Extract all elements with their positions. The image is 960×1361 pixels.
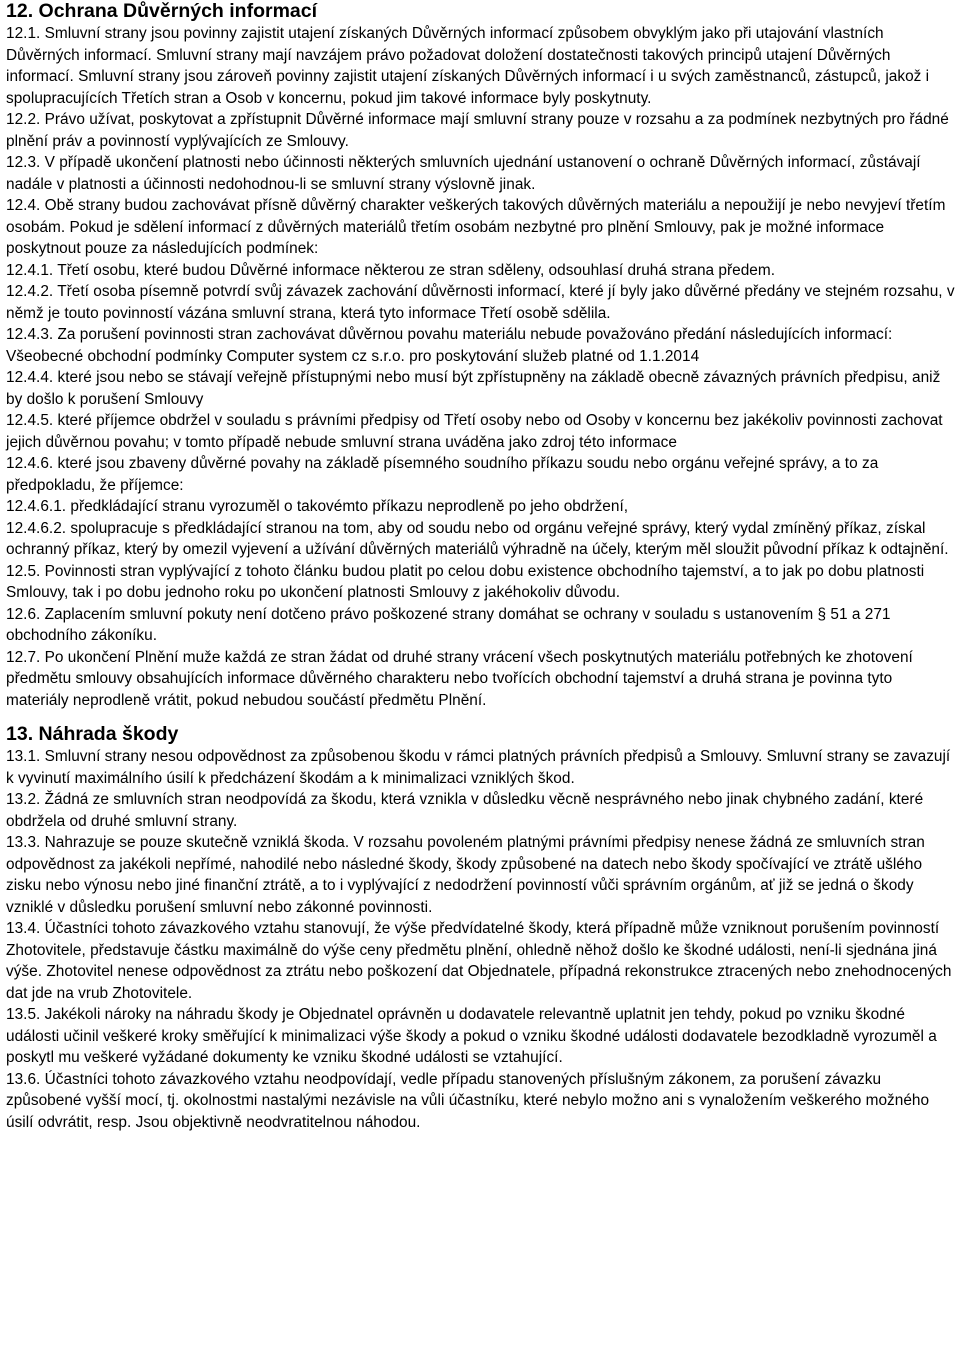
paragraph-12-4: 12.4. Obě strany budou zachovávat přísně důvěrný charakter veškerých takových důvěrných materiálu a nepoužijí je nebo nevyjeví třetím osobám. Pokud je sdělení informací z důvěrných materiálů třetím osobám nezbytné pro plnění Smlouvy, pak je možné informace poskytnout pouze za následujících podmínek: bbox=[6, 197, 946, 257]
paragraph-12-4-5: 12.4.5. které příjemce obdržel v souladu s právními předpisy od Třetí osoby nebo od Osoby v koncernu bez jakékoliv povinnosti zachovat jejich důvěrnou povahu; v tomto případě nebude smluvní strana uváděna jako zdroj této informace bbox=[6, 412, 943, 451]
section-12-heading: 12. Ochrana Důvěrných informací bbox=[6, 0, 318, 22]
paragraph-12-4-1: 12.4.1. Třetí osobu, které budou Důvěrné informace některou ze stran sděleny, odsouhlasí druhá strana předem. bbox=[6, 261, 776, 279]
paragraph-12-7: 12.7. Po ukončení Plnění muže každá ze stran žádat od druhé strany vrácení všech poskytnutých materiálu potřebných ke zhotovení předmětu smlouvy obsahujících informace důvěrného charakteru nebo tvořících obchodní tajemství a druhá strana je povinna tyto materiály neprodleně vrátit, pokud nebudou součástí předmětu Plnění. bbox=[6, 648, 913, 709]
page-header-line: Všeobecné obchodní podmínky Computer system cz s.r.o. pro poskytování služeb platné od 1.1.2014 bbox=[6, 347, 700, 365]
paragraph-13-4: 13.4. Účastníci tohoto závazkového vztahu stanovují, že výše předvídatelné škody, která případně může vzniknout porušením povinností Zhotovitele, představuje částku maximálně do výše ceny předmětu plnění, ohledně něhož došlo ke škodné události, není-li sjednána jiná výše. Zhotovitel nenese odpovědnost za ztrátu nebo poškození dat Objednatele, případná rekonstrukce ztracených nebo znehodnocených dat jde na vrub Zhotovitele. bbox=[6, 920, 952, 1002]
paragraph-13-3: 13.3. Nahrazuje se pouze skutečně vzniklá škoda. V rozsahu povoleném platnými právními předpisy nenese žádná ze smluvních stran odpovědnost za jakékoli nepřímé, nahodilé nebo následné škody, škody způsobené na datech nebo škody spočívající ve ztrátě ušlého zisku nebo výnosu nebo jiné finanční ztrátě, a to i vyplývající z nedodržení povinností vůči správním orgánům, ať již se jedná o škody vzniklé v důsledku porušení smluvní nebo zákonné povinnosti. bbox=[6, 834, 925, 916]
paragraph-12-3: 12.3. V případě ukončení platnosti nebo účinnosti některých smluvních ujednání ustanovení o ochraně Důvěrných informací, zůstávají nadále v platnosti a účinnosti nedohodnou-li se smluvní strany výslovně jinak. bbox=[6, 154, 921, 193]
paragraph-13-1: 13.1. Smluvní strany nesou odpovědnost za způsobenou škodu v rámci platných právních předpisů a Smlouvy. Smluvní strany se zavazují k vyvinutí maximálního úsilí k předcházení škodám a k minimalizaci vzniklých škod. bbox=[6, 748, 951, 787]
paragraph-12-4-2: 12.4.2. Třetí osoba písemně potvrdí svůj závazek zachování důvěrnosti informací, které jí byly jako důvěrné předány ve stejném rozsahu, v němž je touto povinností vázána smluvní strana, která tyto informace Třetí osobě sdělila. bbox=[6, 283, 955, 322]
paragraph-13-5: 13.5. Jakékoli nároky na náhradu škody je Objednatel oprávněn u dodavatele relevantně uplatnit jen tehdy, pokud po vzniku škodné události učinil veškeré kroky směřující k minimalizaci výše škody a pokud o vzniku škodné události dodavatele bezodkladně vyrozuměl a poskytl mu veškeré vyžádané dokumenty ke vzniku škodné události se vztahující. bbox=[6, 1006, 937, 1066]
paragraph-12-2: 12.2. Právo užívat, poskytovat a zpřístupnit Důvěrné informace mají smluvní strany pouze v rozsahu a za podmínek nezbytných pro řádné plnění práv a povinností vyplývajících ze Smlouvy. bbox=[6, 111, 949, 150]
paragraph-12-4-6-2: 12.4.6.2. spolupracuje s předkládající stranou na tom, aby od soudu nebo od orgánu veřejné správy, který vydal zmíněný příkaz, získal ochranný příkaz, který by omezil vyjevení a užívání důvěrných materiálů výhradně na účely, kterým měl sloužit původní příkaz k odtajnění. bbox=[6, 519, 949, 558]
paragraph-12-4-4: 12.4.4. které jsou nebo se stávají veřejně přístupnými nebo musí být zpřístupněny na základě obecně závazných právních předpisu, aniž by došlo k porušení Smlouvy bbox=[6, 369, 941, 408]
paragraph-12-1: 12.1. Smluvní strany jsou povinny zajistit utajení získaných Důvěrných informací způsobem obvyklým jako při utajování vlastních Důvěrných informací. Smluvní strany mají navzájem právo požadovat doložení dostatečnosti takových principů utajení Důvěrných informací. Smluvní strany jsou zároveň povinny zajistit utajení získaných Důvěrných informací i u svých zaměstnanců, zástupců, jakož i spolupracujících Třetích stran a Osob v koncernu, pokud jim takové informace byly poskytnuty. bbox=[6, 25, 930, 107]
section-13-heading: 13. Náhrada škody bbox=[6, 723, 179, 745]
paragraph-12-4-6-1: 12.4.6.1. předkládající stranu vyrozuměl o takovémto příkazu neprodleně po jeho obdržení, bbox=[6, 498, 629, 515]
paragraph-13-6: 13.6. Účastníci tohoto závazkového vztahu neodpovídají, vedle případu stanovených příslušným zákonem, za porušení závazku způsobené vyšší mocí, tj. okolnostmi nastalými nezávisle na vůli účastníku, které nebylo možno ani s vynaložením veškerého možného úsilí odvrátit, resp. Jsou objektivně neodvratitelnou náhodou. bbox=[6, 1070, 930, 1131]
paragraph-13-2: 13.2. Žádná ze smluvních stran neodpovídá za škodu, která vznikla v důsledku věcně nesprávného nebo jinak chybného zadání, které obdržela od druhé smluvní strany. bbox=[6, 791, 924, 830]
paragraph-12-6: 12.6. Zaplacením smluvní pokuty není dotčeno právo poškozené strany domáhat se ochrany v souladu s ustanovením § 51 a 271 obchodního zákoníku. bbox=[6, 605, 891, 644]
paragraph-12-4-6: 12.4.6. které jsou zbaveny důvěrné povahy na základě písemného soudního příkazu soudu nebo orgánu veřejné správy, a to za předpokladu, že příjemce: bbox=[6, 455, 879, 494]
paragraph-12-4-3: 12.4.3. Za porušení povinnosti stran zachovávat důvěrnou povahu materiálu nebude považováno předání následujících informací: bbox=[6, 326, 893, 343]
paragraph-12-5: 12.5. Povinnosti stran vyplývající z tohoto článku budou platit po celou dobu existence obchodního tajemství, a to jak po dobu platnosti Smlouvy, tak i po dobu jednoho roku po ukončení platnosti Smlouvy z jakéhokoliv důvodu. bbox=[6, 562, 925, 601]
